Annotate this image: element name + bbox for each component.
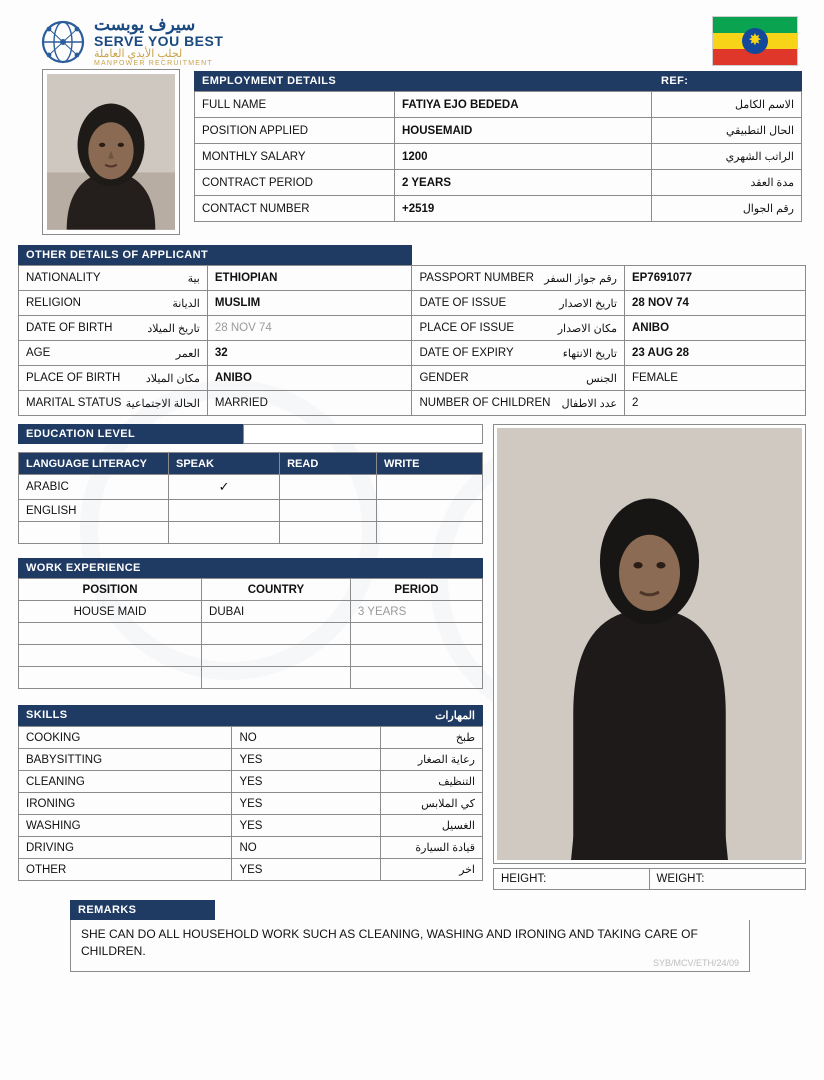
row-value: 1200 [395,144,652,170]
row-arabic-label: الاسم الكامل [652,92,802,118]
table-row [19,522,483,544]
table-row [19,266,806,291]
skill-value: YES [232,859,380,881]
speak-check [169,522,280,544]
row-label: AGE [26,346,51,359]
row-value: +2519 [395,196,652,222]
language-literacy-table [18,452,483,544]
skill-name: BABYSITTING [19,749,232,771]
row-label: RELIGION [26,296,81,309]
remarks-title: REMARKS [70,900,215,920]
skill-arabic: كي الملابس [380,793,482,815]
column-header-country: COUNTRY [202,579,351,601]
employment-details-section [194,71,802,222]
document-code: SYB/MCV/ETH/24/09 [652,958,739,969]
skill-value: NO [232,837,380,859]
skill-arabic: طبخ [380,727,482,749]
skill-arabic: اخر [380,859,482,881]
skill-name: COOKING [19,727,232,749]
row-value: HOUSEMAID [395,118,652,144]
language-name [19,522,169,544]
row-arabic-label: الحالة الاجتماعية [125,397,200,410]
measurements-row [493,868,806,890]
column-header-language: LANGUAGE LITERACY [19,453,169,475]
row-arabic-label: تاريخ الاصدار [559,297,617,310]
table-row [19,771,483,793]
column-header-position: POSITION [19,579,202,601]
row-value: 28 NOV 74 [207,316,412,341]
table-row [195,144,802,170]
column-header-read: READ [280,453,377,475]
row-arabic-label: مكان الاصدار [557,322,617,335]
remarks-section [70,900,750,972]
row-label: PASSPORT NUMBER [419,271,534,284]
table-row [19,500,483,522]
applicant-portrait-photo [42,69,180,235]
row-label: DATE OF BIRTH [26,321,113,334]
table-row [195,118,802,144]
brand-arabic-name: سيرف يوبست [94,15,196,34]
other-details-table [18,265,806,416]
row-value: FATIYA EJO BEDEDA [395,92,652,118]
skill-value: YES [232,815,380,837]
row-label: DATE OF ISSUE [419,296,507,309]
weight-field [650,868,807,890]
row-label: NUMBER OF CHILDREN [419,396,551,409]
table-row [19,727,483,749]
row-value: 32 [207,341,412,366]
row-value: ETHIOPIAN [207,266,412,291]
skill-name: DRIVING [19,837,232,859]
row-label: CONTACT NUMBER [195,196,395,222]
row-value: 2 [624,391,805,416]
column-header-period: PERIOD [350,579,482,601]
work-country [202,623,351,645]
language-name: ENGLISH [19,500,169,522]
row-label: DATE OF EXPIRY [419,346,514,359]
skill-value: NO [232,727,380,749]
education-level-value [243,424,483,444]
work-experience-table [18,578,483,689]
row-value: ANIBO [207,366,412,391]
work-country [202,667,351,689]
row-arabic-label: الديانة [172,297,200,310]
row-value: FEMALE [624,366,805,391]
employment-details-table [194,91,802,222]
row-arabic-label: بية [187,272,200,285]
work-position [19,667,202,689]
table-row [19,749,483,771]
read-check [280,475,377,500]
column-header-speak: SPEAK [169,453,280,475]
table-row [19,667,483,689]
skill-value: YES [232,793,380,815]
table-row [19,341,806,366]
other-details-section [18,245,806,416]
language-name: ARABIC [19,475,169,500]
row-value: MARRIED [207,391,412,416]
write-check [377,475,483,500]
row-label: CONTRACT PERIOD [195,170,395,196]
brand-english-subtitle: MANPOWER RECRUITMENT [94,60,213,68]
row-label: FULL NAME [195,92,395,118]
speak-check: ✓ [169,475,280,500]
row-arabic-label: تاريخ الانتهاء [562,347,617,360]
row-value: 2 YEARS [395,170,652,196]
read-check [280,522,377,544]
row-arabic-label: تاريخ الميلاد [147,322,200,335]
document-header [18,10,806,69]
table-row [19,475,483,500]
read-check [280,500,377,522]
skills-title-arabic: المهارات [435,710,475,723]
work-country [202,645,351,667]
skills-title: SKILLS [26,709,68,722]
speak-check [169,500,280,522]
table-row [195,196,802,222]
height-label: HEIGHT: [501,873,547,886]
row-arabic-label: العمر [175,347,200,360]
skill-name: CLEANING [19,771,232,793]
row-arabic-label: الجنس [586,372,617,385]
row-arabic-label: عدد الاطفال [561,397,617,410]
table-row [19,815,483,837]
table-row [19,366,806,391]
table-row [19,837,483,859]
skill-value: YES [232,749,380,771]
row-label: PLACE OF ISSUE [419,321,515,334]
education-level-label: EDUCATION LEVEL [18,424,243,444]
applicant-fullbody-photo [493,424,806,864]
row-arabic-label: رقم جواز السفر [544,272,617,285]
row-label: PLACE OF BIRTH [26,371,121,384]
work-experience-title: WORK EXPERIENCE [18,558,483,578]
skill-name: WASHING [19,815,232,837]
skill-arabic: قيادة السيارة [380,837,482,859]
employment-details-title: EMPLOYMENT DETAILS [194,71,652,91]
table-row [195,92,802,118]
work-country: DUBAI [202,601,351,623]
table-header-row [19,579,483,601]
ref-label: REF: [652,71,802,91]
table-header-row [19,453,483,475]
row-label: GENDER [419,371,469,384]
row-label: POSITION APPLIED [195,118,395,144]
education-level-section [18,424,483,444]
skill-value: YES [232,771,380,793]
row-value: MUSLIM [207,291,412,316]
table-row [19,793,483,815]
table-row [19,391,806,416]
company-logo [40,16,223,67]
work-period [350,645,482,667]
work-position [19,645,202,667]
table-row [19,601,483,623]
skills-section [18,705,483,881]
row-value: 23 AUG 28 [624,341,805,366]
row-value: ANIBO [624,316,805,341]
work-period [350,623,482,645]
brand-arabic-subtitle: لجلب الأيدي العاملة [94,47,183,60]
row-label: MONTHLY SALARY [195,144,395,170]
work-period [350,667,482,689]
row-value: 28 NOV 74 [624,291,805,316]
weight-label: WEIGHT: [656,873,705,886]
row-arabic-label: رقم الجوال [652,196,802,222]
work-position: HOUSE MAID [19,601,202,623]
table-row [19,645,483,667]
table-row [19,291,806,316]
height-field [493,868,650,890]
ethiopia-flag [712,16,798,66]
row-value: EP7691077 [624,266,805,291]
flag-emblem-icon: ✸ [742,28,768,54]
table-row [19,623,483,645]
skill-arabic: رعاية الصغار [380,749,482,771]
row-label: NATIONALITY [26,271,101,284]
skill-arabic: الغسيل [380,815,482,837]
write-check [377,522,483,544]
other-details-title: OTHER DETAILS OF APPLICANT [18,245,412,265]
globe-network-icon [40,19,86,65]
brand-english-name: SERVE YOU BEST [94,32,224,49]
write-check [377,500,483,522]
row-arabic-label: مدة العقد [652,170,802,196]
row-arabic-label: الراتب الشهري [652,144,802,170]
row-arabic-label: مكان الميلاد [145,372,200,385]
skill-name: IRONING [19,793,232,815]
skills-table [18,726,483,881]
table-row [19,316,806,341]
skill-name: OTHER [19,859,232,881]
row-label: MARITAL STATUS [26,396,122,409]
row-arabic-label: الحال التطبيقي [652,118,802,144]
skill-arabic: التنظيف [380,771,482,793]
work-position [19,623,202,645]
work-period: 3 YEARS [350,601,482,623]
table-row [195,170,802,196]
work-experience-section [18,558,483,689]
table-row [19,859,483,881]
column-header-write: WRITE [377,453,483,475]
remarks-text: SHE CAN DO ALL HOUSEHOLD WORK SUCH AS CLEANING, WASHING AND IRONING AND TAKING CARE OF CHILDREN. [81,927,698,958]
